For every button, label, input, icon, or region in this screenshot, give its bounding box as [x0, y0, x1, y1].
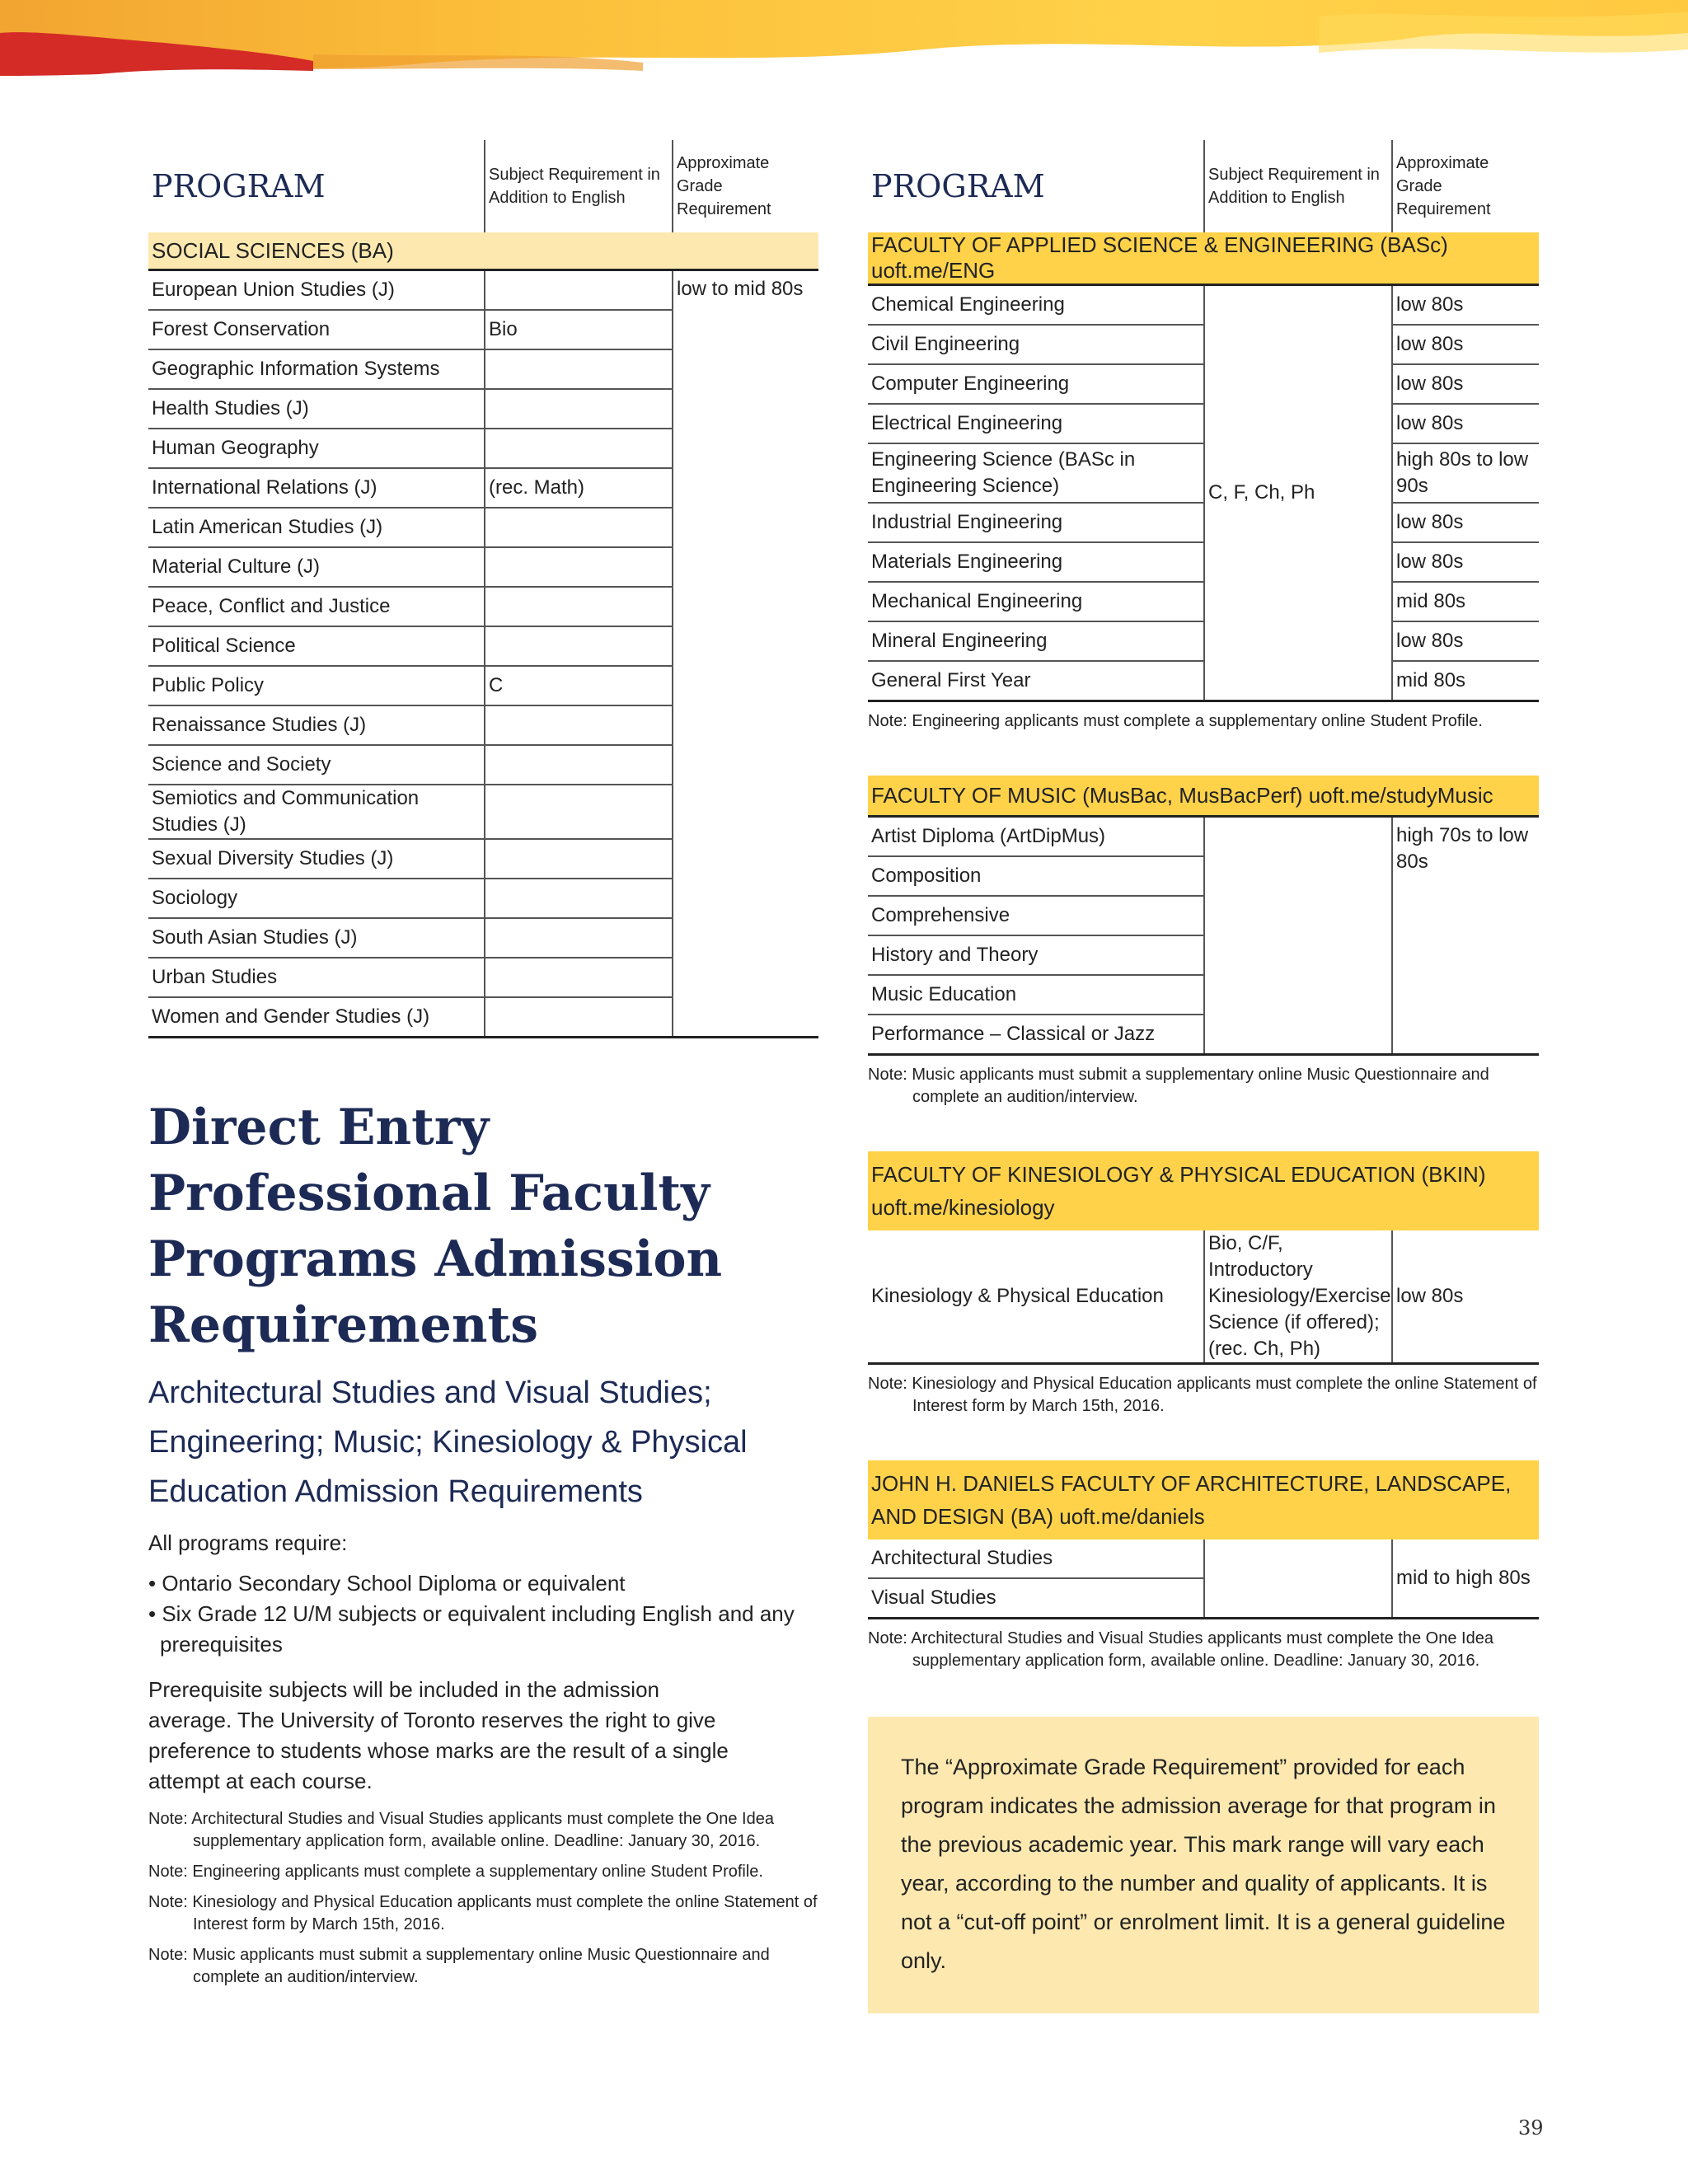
program-cell: Computer Engineering: [868, 364, 1204, 404]
notes-list: [148, 1808, 818, 1989]
subject-cell: (rec. Math): [485, 468, 673, 508]
program-cell: Performance – Classical or Jazz: [868, 1015, 1204, 1055]
table-row: [868, 325, 1539, 364]
paint-banner: [0, 0, 1688, 91]
table-row: [868, 443, 1539, 503]
grade-cell: low 80s: [1392, 325, 1539, 364]
note-music-table: Note: Music applicants must submit a supplementary online Music Questionnaire and complete an audition/interview.: [868, 1066, 1489, 1106]
intro-text: All programs require:: [148, 1530, 348, 1555]
grade-cell: mid 80s: [1392, 582, 1539, 621]
program-cell: Health Studies (J): [148, 389, 485, 429]
left-column: [148, 140, 818, 1989]
program-cell: Visual Studies: [868, 1578, 1204, 1619]
program-cell: History and Theory: [868, 935, 1204, 975]
subject-cell: C, F, Ch, Ph: [1204, 285, 1392, 701]
table-header: [148, 140, 818, 232]
grade-cell: high 80s to low 90s: [1392, 443, 1539, 503]
grade-cell: low 80s: [1392, 503, 1539, 542]
grade-column-header: Approximate Grade Requirement: [1392, 140, 1539, 232]
table-row: [868, 661, 1539, 701]
table-row: [868, 542, 1539, 582]
program-cell: Political Science: [148, 626, 485, 666]
table-row: [868, 364, 1539, 404]
program-cell: Kinesiology & Physical Education: [868, 1230, 1204, 1364]
program-cell: Composition: [868, 856, 1204, 896]
page-subtitle: Architectural Studies and Visual Studies; Engineering; Music; Kinesiology & Physical Education Admission Requirements: [148, 1376, 748, 1509]
table-row: [868, 1540, 1539, 1578]
list-item: • Six Grade 12 U/M subjects or equivalent including English and any prerequisites: [148, 1599, 818, 1660]
subject-cell: [485, 958, 673, 997]
subject-cell: [485, 587, 673, 626]
grade-cell: low 80s: [1392, 404, 1539, 443]
program-cell: Women and Gender Studies (J): [148, 997, 485, 1038]
grade-cell: mid 80s: [1392, 661, 1539, 701]
subject-cell: [485, 918, 673, 958]
program-cell: Urban Studies: [148, 958, 485, 997]
note-architecture: Note: Architectural Studies and Visual Studies applicants must complete the One Idea supplementary application form, available online. Deadline: January 30, 2016.: [148, 1810, 774, 1850]
grade-cell: low to mid 80s: [673, 270, 818, 1038]
kinesiology-table: [868, 1151, 1539, 1365]
subject-cell: [485, 270, 673, 311]
subject-cell: Bio: [485, 310, 673, 349]
program-cell: Artist Diploma (ArtDipMus): [868, 817, 1204, 857]
note-architecture-table: Note: Architectural Studies and Visual Studies applicants must complete the One Idea supplementary application form, available online. Deadline: January 30, 2016.: [868, 1629, 1493, 1670]
section-header-music: FACULTY OF MUSIC (MusBac, MusBacPerf) uoft.me/studyMusic: [868, 776, 1539, 817]
program-cell: Forest Conservation: [148, 310, 485, 349]
engineering-table: [868, 140, 1539, 702]
program-cell: European Union Studies (J): [148, 270, 485, 311]
page-number: 39: [1518, 2116, 1544, 2139]
program-cell: Latin American Studies (J): [148, 508, 485, 547]
subject-column-header: Subject Requirement in Addition to English: [1204, 140, 1392, 232]
grade-cell: mid to high 80s: [1392, 1540, 1539, 1619]
grade-cell: low 80s: [1392, 621, 1539, 661]
program-cell: Chemical Engineering: [868, 285, 1204, 326]
list-item: • Ontario Secondary School Diploma or equivalent: [148, 1568, 818, 1599]
program-cell: Materials Engineering: [868, 542, 1204, 582]
table-row: [868, 817, 1539, 857]
table-row: [868, 582, 1539, 621]
program-cell: Mineral Engineering: [868, 621, 1204, 661]
note-kinesiology-table: Note: Kinesiology and Physical Education applicants must complete the online Statement of Interest form by March 15th, 2016.: [868, 1375, 1537, 1415]
subject-column-header: Subject Requirement in Addition to English: [485, 140, 673, 232]
program-cell: Public Policy: [148, 666, 485, 705]
program-cell: Sociology: [148, 879, 485, 918]
program-cell: Science and Society: [148, 745, 485, 785]
subject-cell: C: [485, 666, 673, 705]
subject-cell: [485, 349, 673, 389]
program-cell: Geographic Information Systems: [148, 349, 485, 389]
subject-cell: [485, 839, 673, 879]
program-cell: Architectural Studies: [868, 1540, 1204, 1578]
program-cell: Peace, Conflict and Justice: [148, 587, 485, 626]
grade-requirement-callout: The “Approximate Grade Requirement” provided for each program indicates the admission average for that program in the previous academic year. This mark range will vary each year, according to the number and quality of applicants. It is not a “cut-off point” or enrolment limit. It is a general guideline only.: [868, 1717, 1539, 2013]
subject-cell: [1204, 1540, 1392, 1619]
program-cell: South Asian Studies (J): [148, 918, 485, 958]
table-row: [868, 503, 1539, 542]
program-cell: Civil Engineering: [868, 325, 1204, 364]
music-table: [868, 776, 1539, 1056]
program-cell: Comprehensive: [868, 896, 1204, 935]
program-cell: Electrical Engineering: [868, 404, 1204, 443]
subject-cell: [485, 547, 673, 587]
program-column-header: PROGRAM: [871, 168, 1045, 204]
grade-cell: low 80s: [1392, 285, 1539, 326]
grade-cell: low 80s: [1392, 1230, 1539, 1364]
subject-cell: [485, 429, 673, 468]
note-kinesiology: Note: Kinesiology and Physical Education applicants must complete the online Statement of Interest form by March 15th, 2016.: [148, 1893, 818, 1933]
program-cell: Renaissance Studies (J): [148, 705, 485, 745]
page-title: Direct Entry Professional Faculty Programs Admission Requirements: [148, 1099, 723, 1354]
subject-cell: [485, 705, 673, 745]
section-header-social-sciences: SOCIAL SCIENCES (BA): [148, 232, 818, 270]
program-cell: Semiotics and Communication Studies (J): [148, 785, 485, 839]
requirements-list: [148, 1568, 818, 1660]
table-row: [868, 404, 1539, 443]
program-cell: Mechanical Engineering: [868, 582, 1204, 621]
table-row: [148, 270, 818, 311]
social-sciences-table: [148, 140, 818, 1038]
note-engineering: Note: Engineering applicants must complete a supplementary online Student Profile.: [148, 1863, 763, 1881]
grade-cell: high 70s to low 80s: [1392, 817, 1539, 1055]
section-header-kinesiology: FACULTY OF KINESIOLOGY & PHYSICAL EDUCATION (BKIN) uoft.me/kinesiology: [868, 1151, 1539, 1230]
prerequisite-paragraph: Prerequisite subjects will be included in the admission average. The University of Toronto reserves the right to give preference to students whose marks are the result of a single attempt at each course.: [148, 1677, 729, 1793]
section-header-engineering: FACULTY OF APPLIED SCIENCE & ENGINEERING (BASc) uoft.me/ENG: [868, 232, 1539, 285]
subject-cell: [485, 879, 673, 918]
right-column: [868, 140, 1539, 2013]
program-cell: Music Education: [868, 975, 1204, 1015]
program-column-header: PROGRAM: [152, 168, 326, 204]
program-cell: Engineering Science (BASc in Engineering Science): [868, 443, 1204, 503]
table-row: [868, 621, 1539, 661]
program-cell: General First Year: [868, 661, 1204, 701]
program-cell: Human Geography: [148, 429, 485, 468]
table-header: [868, 140, 1539, 232]
note-music: Note: Music applicants must submit a supplementary online Music Questionnaire and complete an audition/interview.: [148, 1946, 770, 1986]
table-row: [868, 1230, 1539, 1364]
subject-cell: Bio, C/F, Introductory Kinesiology/Exercise Science (if offered); (rec. Ch, Ph): [1204, 1230, 1392, 1364]
subject-cell: [485, 785, 673, 839]
grade-cell: low 80s: [1392, 542, 1539, 582]
subject-cell: [485, 389, 673, 429]
table-row: [868, 285, 1539, 326]
note-engineering-table: Note: Engineering applicants must complete a supplementary online Student Profile.: [868, 712, 1483, 730]
subject-cell: [1204, 817, 1392, 1055]
grade-cell: low 80s: [1392, 364, 1539, 404]
subject-cell: [485, 626, 673, 666]
program-cell: Sexual Diversity Studies (J): [148, 839, 485, 879]
program-cell: International Relations (J): [148, 468, 485, 508]
program-cell: Material Culture (J): [148, 547, 485, 587]
program-cell: Industrial Engineering: [868, 503, 1204, 542]
subject-cell: [485, 508, 673, 547]
subject-cell: [485, 745, 673, 785]
subject-cell: [485, 997, 673, 1038]
grade-column-header: Approximate Grade Requirement: [673, 140, 818, 232]
section-header-architecture: JOHN H. DANIELS FACULTY OF ARCHITECTURE, LANDSCAPE, AND DESIGN (BA) uoft.me/daniels: [868, 1460, 1539, 1540]
architecture-table: [868, 1460, 1539, 1619]
